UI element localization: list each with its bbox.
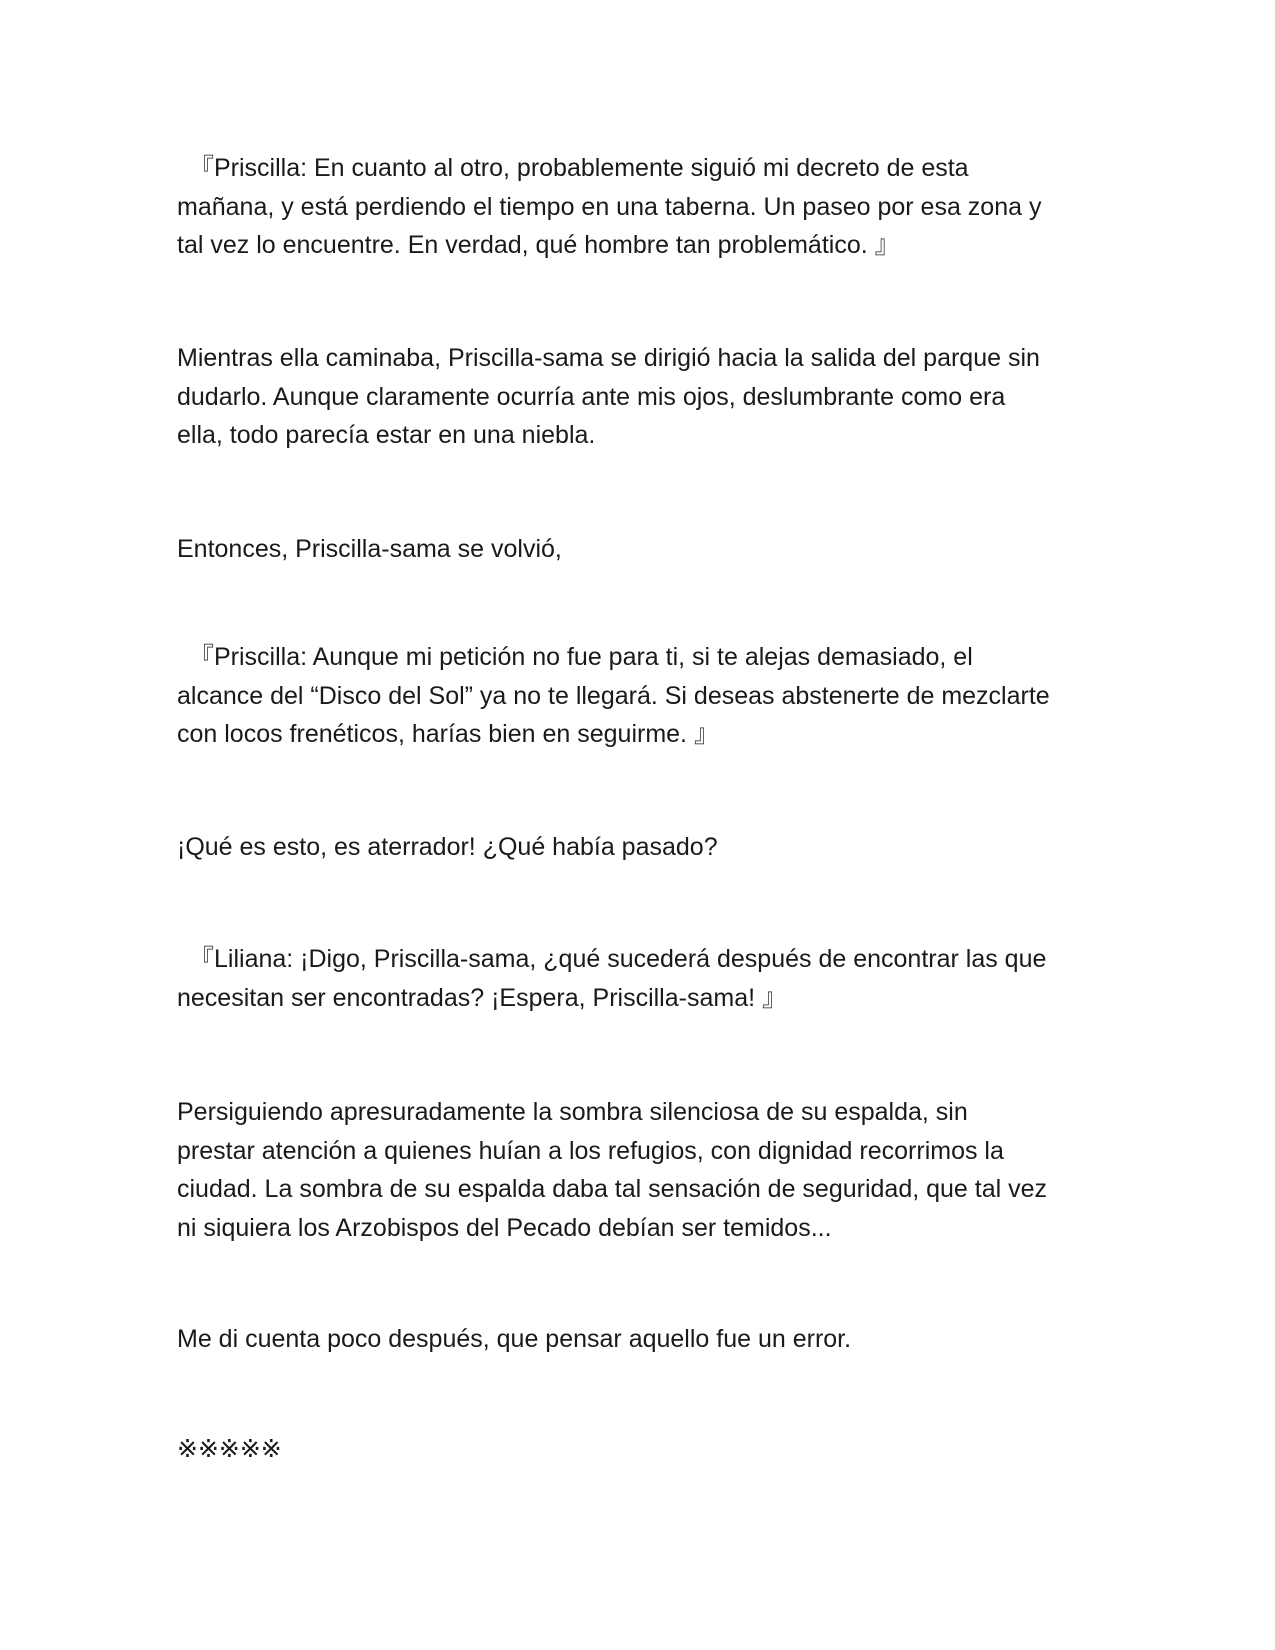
narration-paragraph-2 [177,530,1107,569]
text-line: 『Priscilla: Aunque mi petición no fue para ti, si te alejas demasiado, el [189,643,973,671]
text-line: 『Liliana: ¡Digo, Priscilla-sama, ¿qué sucederá después de encontrar las que [189,945,1047,973]
text-line: Me di cuenta poco después, que pensar aquello fue un error. [177,1325,852,1353]
narration-paragraph-5 [177,1320,1107,1359]
narration-paragraph-1 [177,339,1107,455]
text-line: Persiguiendo apresuradamente la sombra silenciosa de su espalda, sin [177,1098,968,1126]
text-line: Mientras ella caminaba, Priscilla-sama se dirigió hacia la salida del parque sin [177,344,1040,372]
dialogue-priscilla-2 [177,638,1107,754]
scene-separator [177,1430,1107,1469]
dialogue-liliana [177,940,1107,1017]
dialogue-priscilla-1 [177,149,1107,265]
text-line: ella, todo parecía estar en una niebla. [177,421,596,449]
text-line: ¡Qué es esto, es aterrador! ¿Qué había pasado? [177,833,718,861]
separator-marks: ※※※※※ [177,1435,282,1463]
text-line: Entonces, Priscilla-sama se volvió, [177,535,562,563]
narration-paragraph-4 [177,1093,1107,1247]
text-line: ciudad. La sombra de su espalda daba tal sensación de seguridad, que tal vez [177,1175,1048,1203]
narration-paragraph-3 [177,828,1107,867]
text-line: necesitan ser encontradas? ¡Espera, Priscilla-sama! 』 [177,983,787,1012]
text-line: con locos frenéticos, harías bien en seguirme. 』 [177,720,719,748]
text-line: alcance del “Disco del Sol” ya no te llegará. Si deseas abstenerte de mezclarte [177,681,1050,710]
text-line: mañana, y está perdiendo el tiempo en una taberna. Un paseo por esa zona y [177,192,1042,221]
text-line: ni siquiera los Arzobispos del Pecado debían ser temidos... [177,1213,832,1242]
text-line: dudarlo. Aunque claramente ocurría ante mis ojos, deslumbrante como era [177,382,1006,411]
text-line: tal vez lo encuentre. En verdad, qué hombre tan problemático. 』 [177,231,900,259]
text-line: prestar atención a quienes huían a los refugios, con dignidad recorrimos la [177,1136,1004,1165]
text-line: 『Priscilla: En cuanto al otro, probablemente siguió mi decreto de esta [189,154,969,182]
